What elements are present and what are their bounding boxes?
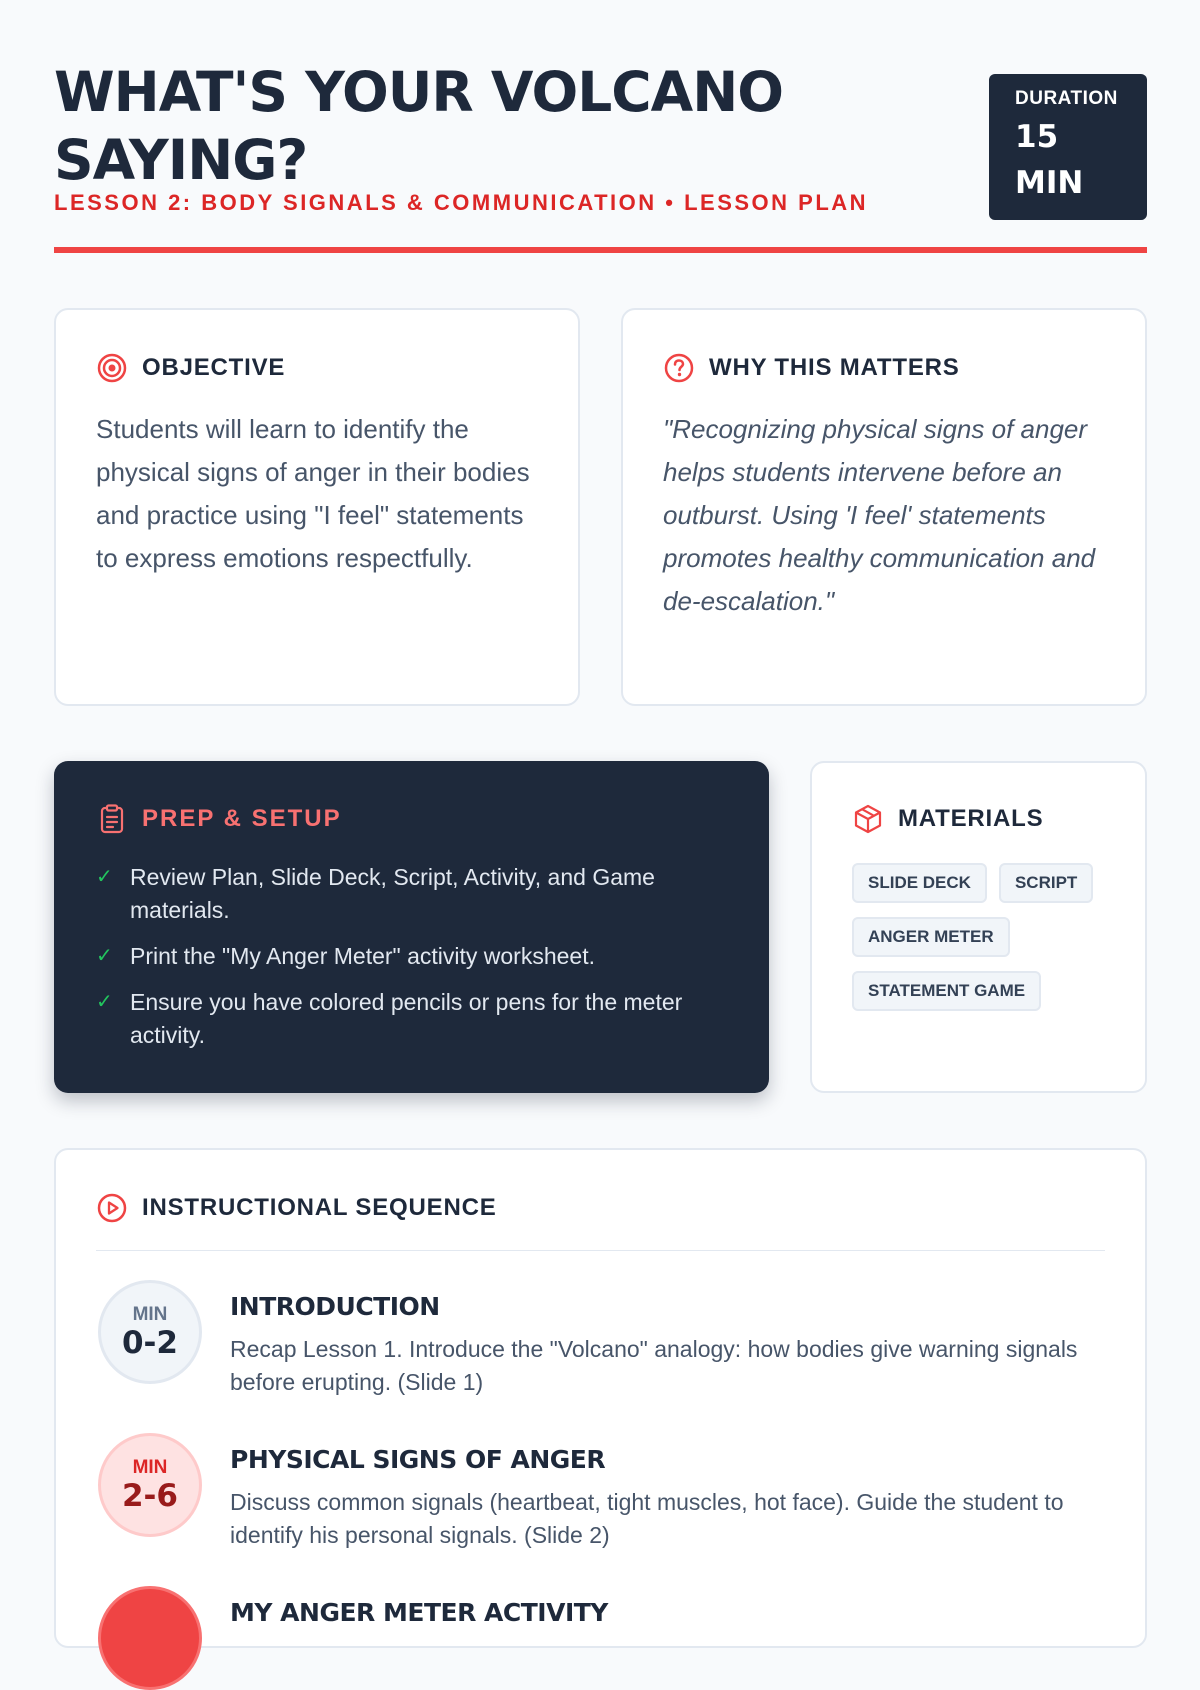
step-description: Discuss common signals (heartbeat, tight muscles, hot face). Guide the student to identify his personal signals. (Slide 2) <box>230 1489 1064 1548</box>
sequence-step <box>98 1433 1090 1552</box>
sequence-divider <box>96 1250 1105 1251</box>
material-tag: SLIDE DECK <box>852 863 987 903</box>
play-circle-icon <box>96 1192 128 1224</box>
step-title: INTRODUCTION <box>230 1292 440 1321</box>
sequence-heading: INSTRUCTIONAL SEQUENCE <box>142 1194 497 1221</box>
time-badge-label: MIN <box>132 1457 168 1478</box>
materials-card <box>810 761 1147 1093</box>
check-icon: ✓ <box>96 991 113 1013</box>
why-heading: WHY THIS MATTERS <box>709 354 960 381</box>
sequence-step <box>98 1280 1090 1399</box>
question-icon <box>663 352 695 384</box>
lesson-subtitle: LESSON 2: BODY SIGNALS & COMMUNICATION • LESSON PLAN <box>54 190 869 215</box>
duration-box <box>989 74 1147 220</box>
prep-list <box>96 861 727 1052</box>
clipboard-icon <box>96 803 128 835</box>
check-icon: ✓ <box>96 945 113 967</box>
list-item <box>96 940 727 973</box>
time-badge-label: MIN <box>132 1304 168 1325</box>
prep-item-text: Print the "My Anger Meter" activity worksheet. <box>130 943 595 969</box>
sequence-step <box>98 1586 608 1690</box>
materials-tags <box>852 863 1122 1011</box>
objective-card <box>54 308 580 706</box>
prep-heading: PREP & SETUP <box>142 805 342 832</box>
why-quote: "Recognizing physical signs of anger helps students intervene before an outburst. Using 'I feel' statements promotes healthy communication and de-escalation." <box>663 414 1096 616</box>
box-icon <box>852 803 884 835</box>
time-badge-range: 0-2 <box>121 1325 178 1361</box>
duration-label: DURATION <box>1015 88 1118 109</box>
materials-heading: MATERIALS <box>898 805 1044 832</box>
check-icon: ✓ <box>96 866 113 888</box>
material-tag: STATEMENT GAME <box>852 971 1041 1011</box>
prep-item-text: Ensure you have colored pencils or pens for the meter activity. <box>130 989 683 1048</box>
header <box>54 58 1146 194</box>
prep-card <box>54 761 769 1093</box>
material-tag: SCRIPT <box>999 863 1093 903</box>
objective-text: Students will learn to identify the physical signs of anger in their bodies and practice using "I feel" statements to express emotions respectfully. <box>96 414 530 573</box>
target-icon <box>96 352 128 384</box>
header-divider <box>54 247 1147 253</box>
list-item <box>96 986 727 1052</box>
step-title: MY ANGER METER ACTIVITY <box>230 1598 608 1627</box>
material-tag: ANGER METER <box>852 917 1010 957</box>
step-description: Recap Lesson 1. Introduce the "Volcano" analogy: how bodies give warning signals before erupting. (Slide 1) <box>230 1336 1078 1395</box>
duration-value: 15 MIN <box>1015 119 1084 201</box>
time-badge <box>98 1586 202 1690</box>
step-title: PHYSICAL SIGNS OF ANGER <box>230 1445 606 1474</box>
page-title: WHAT'S YOUR VOLCANO SAYING? <box>54 60 784 192</box>
time-badge-range: 2-6 <box>121 1478 178 1514</box>
time-badge <box>98 1280 202 1384</box>
list-item <box>96 861 727 927</box>
objective-heading: OBJECTIVE <box>142 354 286 381</box>
time-badge <box>98 1433 202 1537</box>
why-card <box>621 308 1147 706</box>
prep-item-text: Review Plan, Slide Deck, Script, Activity, and Game materials. <box>130 864 655 923</box>
sequence-card <box>54 1148 1147 1648</box>
